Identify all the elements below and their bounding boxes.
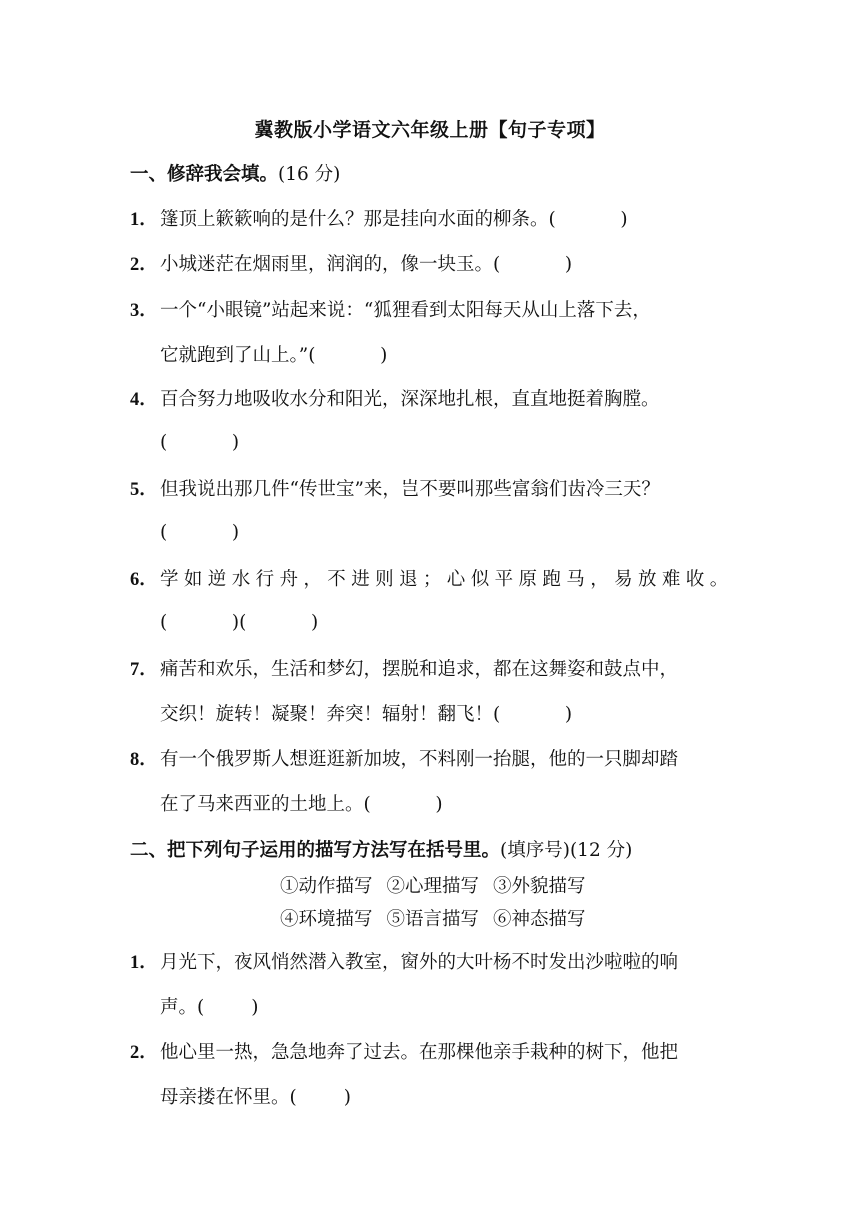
question-number: 5．: [130, 479, 158, 500]
option-item: ⑥神态描写: [493, 909, 586, 930]
question-1-7: [130, 645, 734, 735]
section1-heading-text: 一、修辞我会填。: [130, 164, 279, 185]
question-1-2: [130, 240, 734, 285]
section2-heading-text: 二、把下列句子运用的描写方法写在括号里。: [130, 840, 501, 861]
question-text: 学如逆水行舟，不进则退；心似平原跑马，易放难收。: [160, 568, 734, 590]
section2-heading: [130, 836, 632, 862]
question-number: 6．: [130, 569, 158, 590]
question-1-1: [130, 195, 734, 240]
section1-heading: [130, 160, 340, 186]
question-text-cont: 交织！旋转！凝聚！奔突！辐射！翻飞！( ): [160, 703, 573, 725]
option-item: ③外貌描写: [493, 876, 586, 897]
question-text: 小城迷茫在烟雨里，润润的，像一块玉。( ): [160, 253, 573, 275]
question-text-cont: 它就跑到了山上。”( ): [160, 344, 388, 366]
options-row-2: [280, 903, 600, 936]
question-text: 百合努力地吸收水分和阳光，深深地扎根，直直地挺着胸膛。: [160, 388, 660, 410]
option-item: ⑤语言描写: [386, 909, 480, 930]
question-text: 月光下，夜风悄然潜入教室，窗外的大叶杨不时发出沙啦啦的响: [160, 951, 679, 973]
section1-points: (16 分): [278, 164, 341, 185]
question-1-3: [130, 286, 734, 376]
question-text: 有一个俄罗斯人想逛逛新加坡，不料刚一抬腿，他的一只脚却踏: [160, 748, 679, 770]
question-text: 他心里一热，急急地奔了过去。在那棵他亲手栽种的树下，他把: [160, 1041, 679, 1063]
question-text: 篷顶上簌簌响的是什么？那是挂向水面的柳条。( ): [160, 208, 628, 230]
question-number: 2．: [130, 254, 158, 275]
question-number: 3．: [130, 300, 158, 321]
section2-note: (填序号): [500, 840, 570, 861]
question-text-cont: 声。( ): [160, 996, 259, 1018]
option-item: ④环境描写: [280, 909, 373, 930]
answer-blank[interactable]: ( ): [160, 522, 240, 543]
question-number: 7．: [130, 659, 158, 680]
answer-blank[interactable]: ( )( ): [160, 612, 319, 633]
question-number: 1．: [130, 952, 158, 973]
section2-points: (12 分): [569, 840, 633, 861]
question-number: 2．: [130, 1042, 158, 1063]
option-item: ②心理描写: [386, 876, 480, 897]
question-number: 8．: [130, 749, 158, 770]
question-1-8: [130, 735, 734, 825]
page-title: 冀教版小学语文六年级上册【句子专项】: [254, 119, 606, 141]
question-1-4: [130, 375, 734, 465]
question-text: 痛苦和欢乐，生活和梦幻，摆脱和追求，都在这舞姿和鼓点中，: [160, 658, 679, 680]
question-2-1: [130, 938, 734, 1028]
option-item: ①动作描写: [280, 876, 373, 897]
question-2-2: [130, 1028, 734, 1118]
question-text: 一个“小眼镜”站起来说：“狐狸看到太阳每天从山上落下去，: [160, 299, 651, 321]
question-1-5: [130, 465, 734, 555]
answer-blank[interactable]: ( ): [160, 432, 240, 453]
options-box: [280, 870, 600, 936]
question-text-cont: 母亲搂在怀里。( ): [160, 1086, 351, 1108]
question-number: 4．: [130, 389, 158, 410]
question-number: 1．: [130, 209, 158, 230]
question-1-6: [130, 555, 734, 645]
options-row-1: [280, 870, 600, 903]
question-text-cont: 在了马来西亚的土地上。( ): [160, 793, 443, 815]
question-text: 但我说出那几件“传世宝”来，岂不要叫那些富翁们齿冷三天？: [160, 478, 660, 500]
